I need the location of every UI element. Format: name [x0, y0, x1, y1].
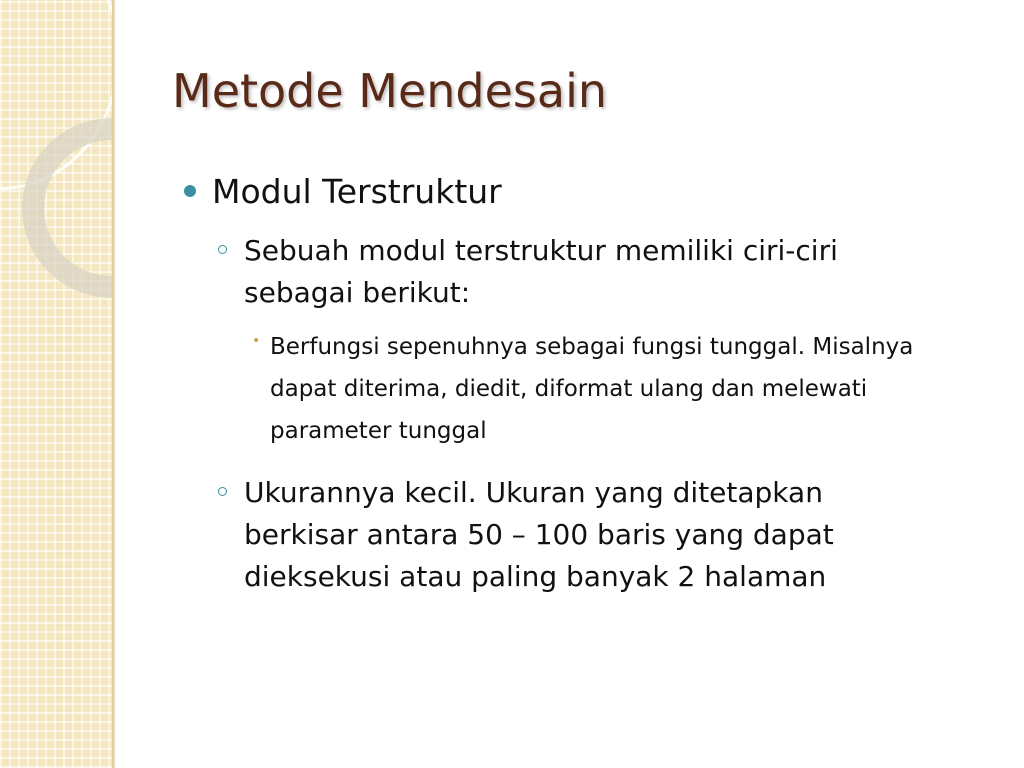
bullet-level-1 — [180, 170, 980, 214]
bullet-ring-icon — [218, 487, 227, 496]
bullet-text: Modul Terstruktur — [212, 172, 502, 211]
bullet-ring-icon — [218, 245, 227, 254]
bullet-text: Ukurannya kecil. Ukuran yang ditetapkan berkisar antara 50 – 100 baris yang dapat dieksekusi atau paling banyak 2 halaman — [244, 476, 834, 593]
decorative-sidebar — [0, 0, 112, 768]
sidebar-edge — [112, 0, 115, 768]
slide-content — [180, 170, 980, 598]
bullet-dot-icon — [184, 185, 196, 197]
bullet-level-3 — [252, 326, 960, 452]
bullet-level-2 — [244, 472, 944, 598]
slide-title: Metode Mendesain — [172, 64, 608, 118]
bullet-level-2 — [244, 230, 944, 314]
bullet-text: Berfungsi sepenuhnya sebagai fungsi tunggal. Misalnya dapat diterima, diedit, diformat ulang dan melewati parameter tunggal — [270, 334, 914, 444]
bullet-text: Sebuah modul terstruktur memiliki ciri-ciri sebagai berikut: — [244, 234, 838, 309]
bullet-small-dot-icon: • — [252, 333, 261, 349]
